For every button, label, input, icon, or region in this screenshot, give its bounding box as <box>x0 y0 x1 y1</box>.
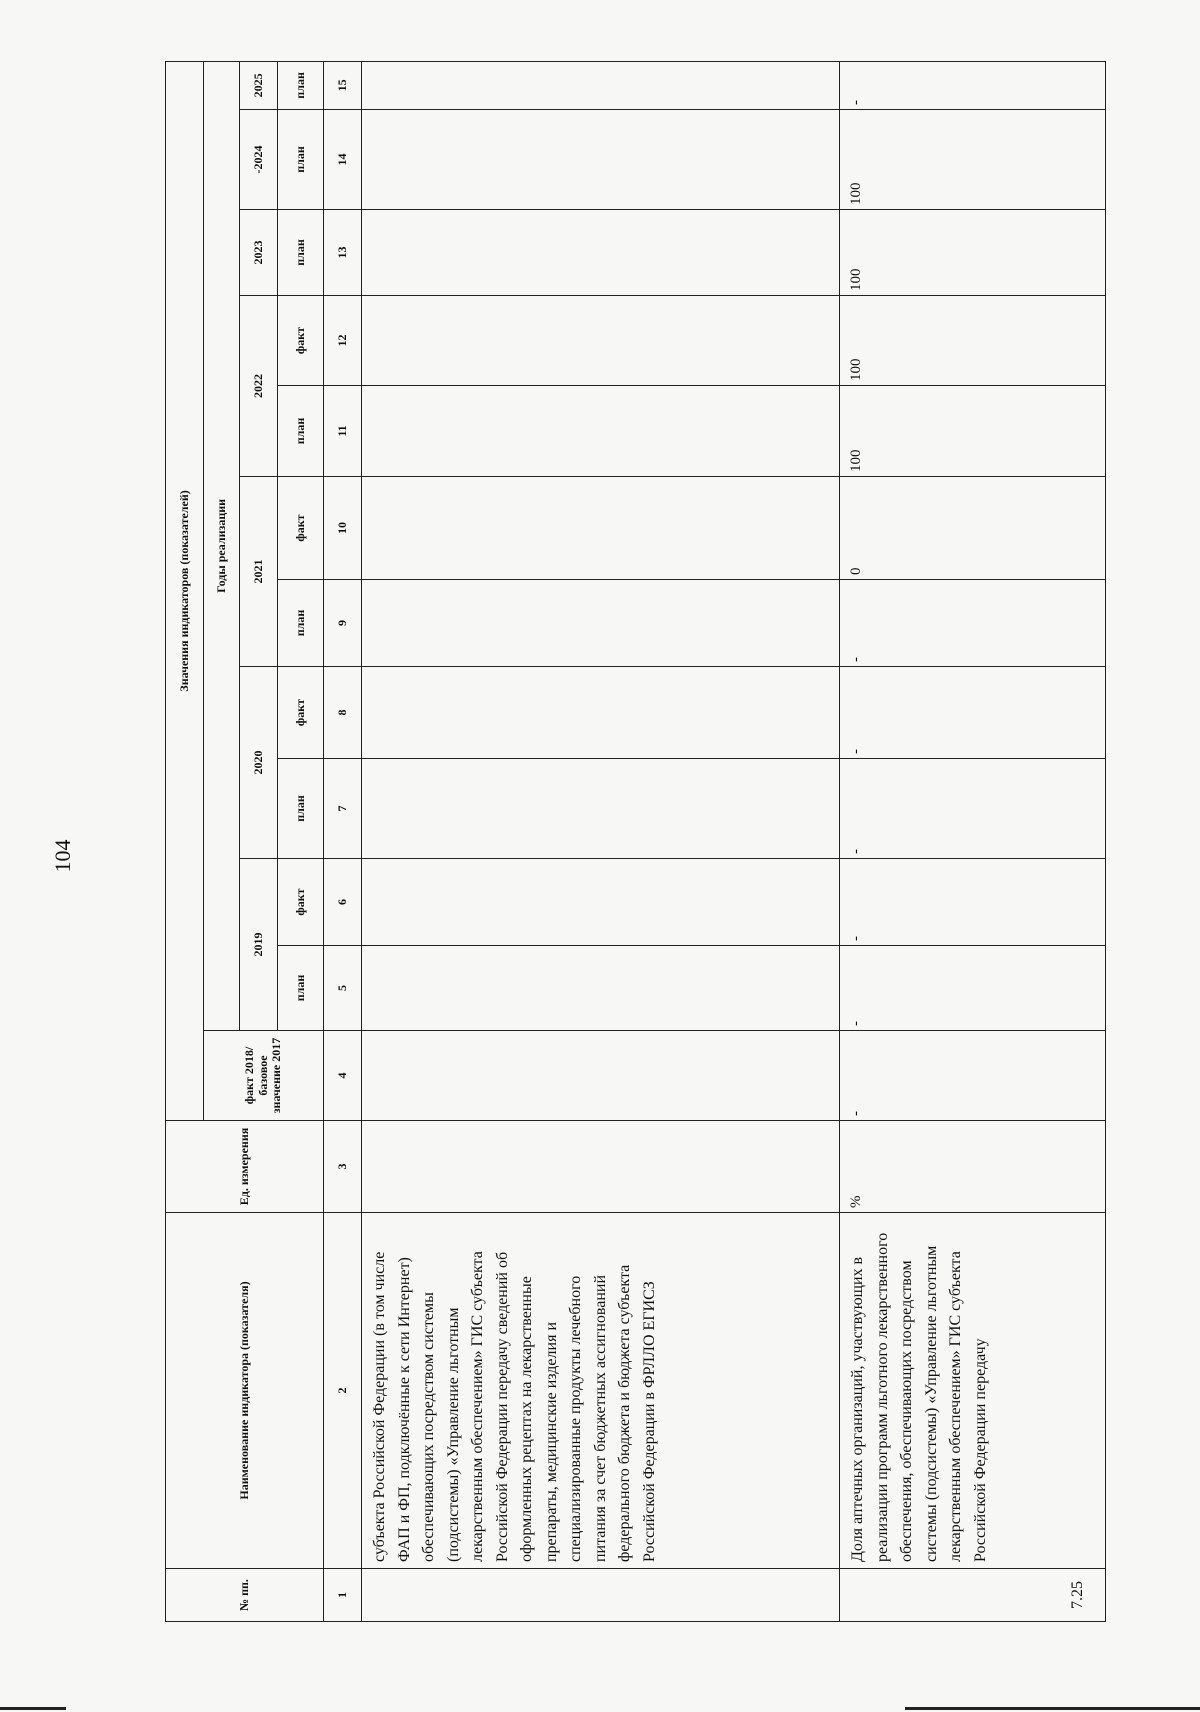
value-cell <box>362 946 840 1031</box>
value-cell <box>362 759 840 859</box>
header-years-group: Годы реализации <box>204 61 240 1030</box>
col-number: 8 <box>324 667 362 759</box>
col-number: 12 <box>324 296 362 386</box>
col-number: 4 <box>324 1031 362 1121</box>
value-cell: 100 <box>840 210 1106 296</box>
value-cell <box>362 296 840 386</box>
rotated-table-container <box>165 62 1105 1622</box>
header-sub: факт <box>278 667 324 759</box>
header-year: 2022 <box>240 296 278 477</box>
page-number: 104 <box>50 839 75 873</box>
value-cell <box>362 386 840 477</box>
value-cell <box>362 580 840 667</box>
value-cell <box>362 667 840 759</box>
header-sub: план <box>278 210 324 296</box>
col-number: 7 <box>324 759 362 859</box>
header-year: 2025 <box>240 61 278 109</box>
header-sub: план <box>278 946 324 1031</box>
table-row <box>362 61 840 1621</box>
header-sub: план <box>278 110 324 210</box>
value-cell <box>362 477 840 580</box>
col-number: 13 <box>324 210 362 296</box>
header-sub: план <box>278 759 324 859</box>
value-cell: 100 <box>840 296 1106 386</box>
col-number: 5 <box>324 946 362 1031</box>
header-base-col: факт 2018/базовое значение 2017 <box>204 1031 324 1121</box>
header-year: -2024 <box>240 110 278 210</box>
col-number: 9 <box>324 580 362 667</box>
value-cell: 100 <box>840 110 1106 210</box>
indicator-name: Доля аптечных организаций, участвующих в реализации программ льготного лекарственного обеспечения, обеспечивающих посредством системы (подсистемы) «Управление льготным лекарственным обеспечением» ГИС субъекта Российской Федерации передачу <box>840 1213 1106 1569</box>
value-cell <box>362 210 840 296</box>
header-sub: план <box>278 580 324 667</box>
value-cell: - <box>840 859 1106 946</box>
header-sub: план <box>278 61 324 109</box>
value-cell <box>362 110 840 210</box>
row-number <box>362 1569 840 1622</box>
value-cell: 100 <box>840 386 1106 477</box>
col-number: 10 <box>324 477 362 580</box>
header-sub: факт <box>278 296 324 386</box>
unit-cell <box>362 1121 840 1213</box>
scan-edge-mark <box>905 1707 1200 1710</box>
indicator-table <box>165 61 1106 1622</box>
value-cell <box>362 61 840 109</box>
col-number: 2 <box>324 1213 362 1569</box>
value-cell: - <box>840 1031 1106 1121</box>
col-number: 3 <box>324 1121 362 1213</box>
value-cell: - <box>840 61 1106 109</box>
value-cell: - <box>840 946 1106 1031</box>
value-cell: - <box>840 667 1106 759</box>
scan-edge-mark <box>0 1707 66 1710</box>
value-cell: - <box>840 759 1106 859</box>
row-number: 7.25 <box>840 1569 1106 1622</box>
header-unit: Ед. измерения <box>166 1121 324 1213</box>
header-year: 2023 <box>240 210 278 296</box>
header-values-group: Значения индикаторов (показателей) <box>166 61 204 1120</box>
col-number: 1 <box>324 1569 362 1622</box>
header-sub: факт <box>278 477 324 580</box>
value-cell: 0 <box>840 477 1106 580</box>
col-number: 15 <box>324 61 362 109</box>
value-cell <box>362 1031 840 1121</box>
header-year: 2020 <box>240 667 278 859</box>
header-sub: план <box>278 386 324 477</box>
header-name: Наименование индикатора (показателя) <box>166 1213 324 1569</box>
header-year: 2021 <box>240 477 278 667</box>
table-row <box>840 61 1106 1621</box>
unit-cell: % <box>840 1121 1106 1213</box>
column-number-row <box>324 61 362 1621</box>
col-number: 14 <box>324 110 362 210</box>
indicator-name: субъекта Российской Федерации (в том числе ФАП и ФП, подключённые к сети Интернет) обеспечивающих посредством системы (подсистемы) «Управление льготным лекарственным обеспечением» ГИС субъекта Российской Федерации передачу сведений об оформленных рецептах на лекарственные препараты, медицинские изделия и специализированные продукты лечебного питания за счет бюджетных ассигнований федерального бюджета и бюджета субъекта Российской Федерации в ФРЛЛО ЕГИСЗ <box>362 1213 840 1569</box>
header-year: 2019 <box>240 859 278 1031</box>
header-num: № пп. <box>166 1569 324 1622</box>
value-cell: - <box>840 580 1106 667</box>
col-number: 6 <box>324 859 362 946</box>
col-number: 11 <box>324 386 362 477</box>
header-sub: факт <box>278 859 324 946</box>
value-cell <box>362 859 840 946</box>
